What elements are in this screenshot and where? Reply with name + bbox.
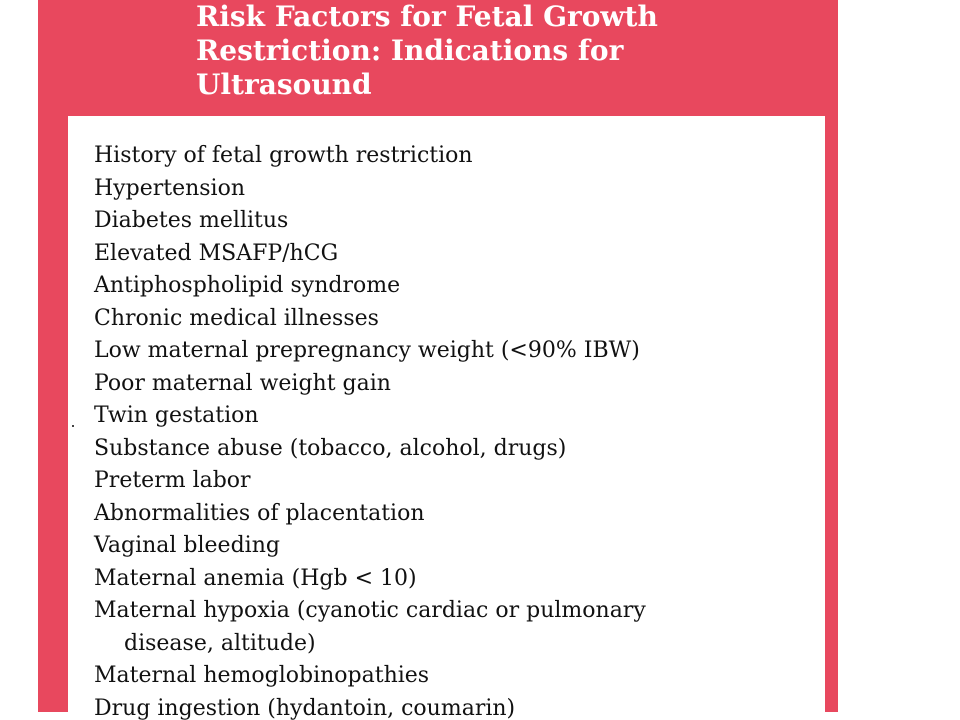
list-item-continuation: disease, altitude): [124, 630, 316, 656]
list-item: [94, 595, 646, 660]
stray-mark: [72, 425, 74, 427]
list-item: Maternal anemia (Hgb < 10): [94, 565, 417, 591]
title-line-1: Risk Factors for Fetal Growth: [196, 0, 658, 33]
list-item-text: Maternal hypoxia (cyanotic cardiac or pulmonary: [94, 598, 646, 623]
list-item: Substance abuse (tobacco, alcohol, drugs): [94, 435, 567, 461]
list-item: Diabetes mellitus: [94, 208, 289, 233]
list-item: Twin gestation: [94, 403, 259, 428]
list-item: Preterm labor: [94, 468, 251, 493]
risk-factor-list: [94, 140, 646, 720]
list-item: History of fetal growth restriction: [94, 143, 473, 168]
list-item: Drug ingestion (hydantoin, coumarin): [94, 695, 516, 720]
page-title: [196, 0, 796, 102]
title-line-2: Restriction: Indications for: [196, 34, 624, 67]
list-item: Maternal hemoglobinopathies: [94, 663, 430, 688]
list-item: Elevated MSAFP/hCG: [94, 240, 339, 266]
list-item: Hypertension: [94, 175, 246, 201]
list-item: Antiphospholipid syndrome: [94, 273, 401, 298]
list-item: Poor maternal weight gain: [94, 370, 391, 396]
title-line-3: Ultrasound: [196, 68, 372, 101]
list-item: Vaginal bleeding: [94, 533, 280, 558]
list-item: Abnormalities of placentation: [94, 500, 425, 526]
list-item: Low maternal prepregnancy weight (<90% IBW): [94, 338, 640, 363]
list-item: Chronic medical illnesses: [94, 305, 379, 331]
